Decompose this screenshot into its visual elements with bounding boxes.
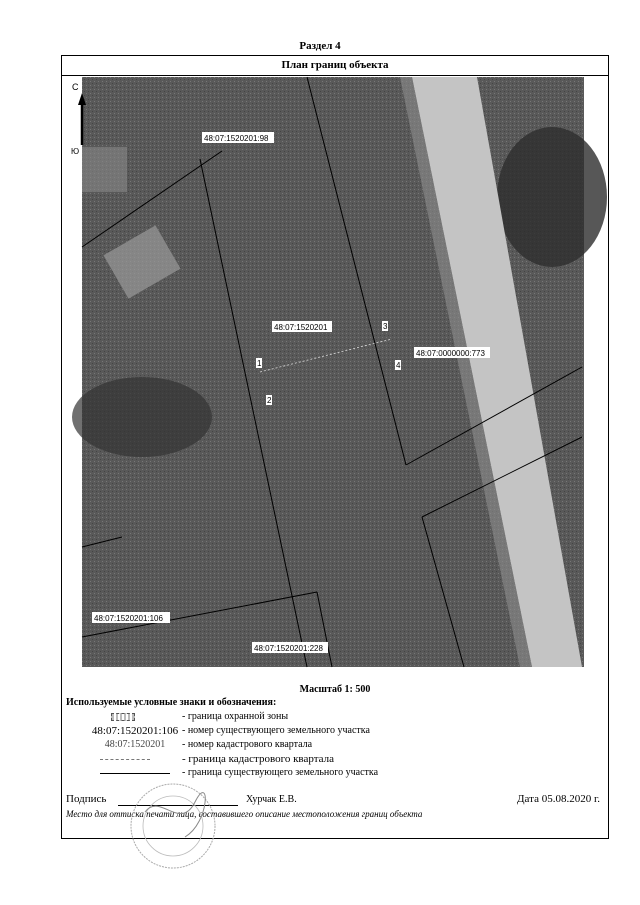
legend-heading: Используемые условные знаки и обозначения: [66,697,277,708]
point-label-4: 4 [396,361,401,370]
compass-south: Ю [71,147,80,156]
signature-label: Подпись [66,793,107,805]
label-parcel-98: 48:07:1520201:98 [204,134,269,143]
section-title: Раздел 4 [299,40,341,52]
legend-item-quarter-boundary [62,753,608,766]
legend-desc: - граница кадастрового квартала [182,753,334,765]
parcel-boundary-symbol [100,773,170,774]
label-quarter: 48:07:1520201 [274,323,328,332]
map-scale: Масштаб 1: 500 [299,684,371,695]
quarter-boundary-symbol [100,759,150,760]
legend-desc: - граница охранной зоны [182,711,289,722]
dark-patch-left [72,377,212,457]
document-frame [61,55,609,839]
signature-scribble [145,793,205,837]
compass-north: С [72,82,79,92]
legend-item-protection-zone [62,711,608,724]
legend-sample: 48:07:1520201 [104,739,166,750]
legend-desc: - номер кадастрового квартала [182,739,313,750]
legend-item-quarter-number [62,739,608,752]
protection-zone-symbol [111,713,135,721]
light-patch-2 [82,147,127,192]
legend-item-parcel-boundary [62,767,608,780]
legend-desc: - граница существующего земельного участка [182,767,379,778]
stamp-seal [125,782,225,872]
plan-title: План границ объекта [62,56,608,76]
point-label-2: 2 [267,396,272,405]
label-parcel-773: 48:07:0000000:773 [416,349,485,358]
legend-item-parcel-number [62,725,608,738]
label-parcel-106: 48:07:1520201:106 [94,614,163,623]
dark-patch-right [497,127,607,267]
point-label-3: 3 [383,322,388,331]
legend-desc: - номер существующего земельного участка [182,725,370,736]
label-parcel-228: 48:07:1520201:228 [254,644,323,653]
signature-date: Дата 05.08.2020 г. [517,793,600,805]
point-label-1: 1 [257,359,262,368]
stamp-note: Место для оттиска печати лица, составившего описание местоположения границ объекта [66,809,423,819]
signer-name: Хурчак Е.В. [246,794,297,805]
map-svg [71,77,584,667]
legend-sample: 48:07:1520201:106 [91,725,179,737]
map-area [71,77,584,667]
